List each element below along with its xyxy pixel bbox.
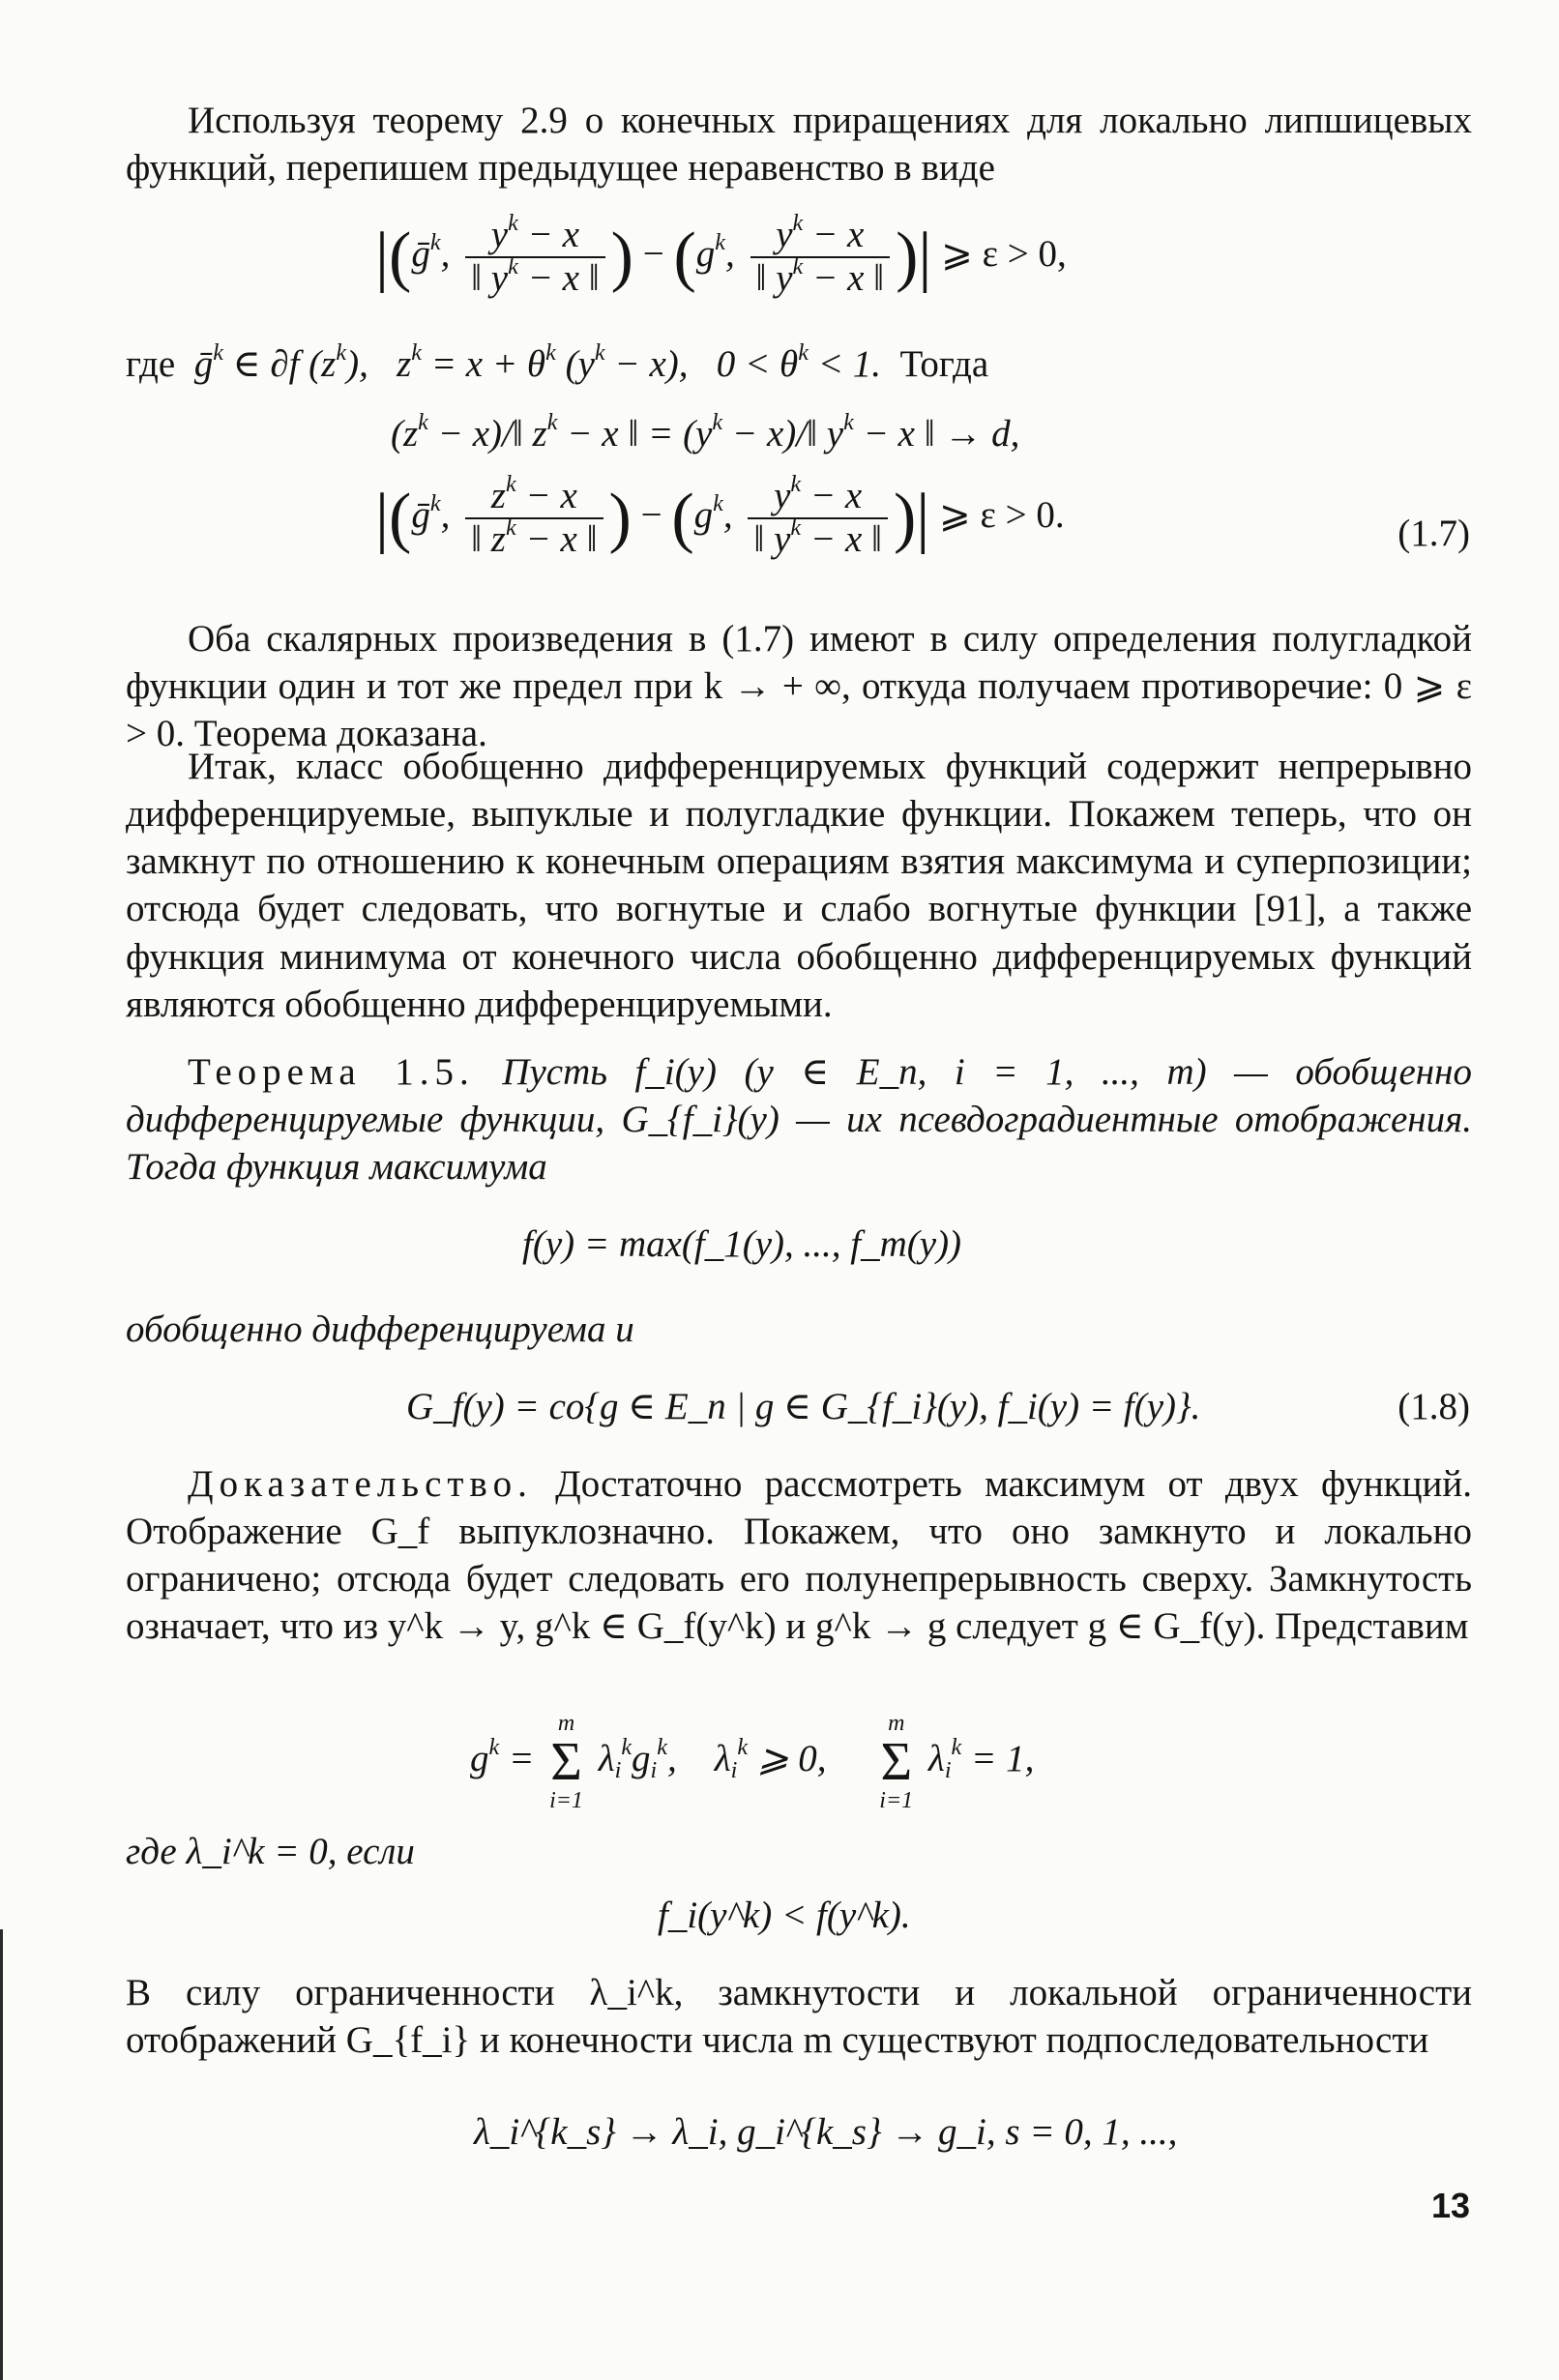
paragraph-contradiction: Оба скалярных произведения в (1.7) имеют в силу определения полугладкой функции один и тот же предел при k → + ∞, откуда получаем противоречие: 0 ⩾ ε > 0. Теорема доказана. xyxy=(126,618,1472,755)
equation-number-1-7: (1.7) xyxy=(1397,513,1470,554)
proof-lead: Достаточно рассмотреть максимум от двух функций. xyxy=(555,1463,1472,1505)
formula-condition: f_i(y^k) < f(y^k). xyxy=(658,1895,911,1936)
proof-label: Доказательство. xyxy=(188,1463,533,1505)
formula-decomposition: $g^k$ = m Σ i=1 $\lambda_i^kg_i^k$, $\lambda_i^k$ ⩾ 0, m Σ i=1 $\lambda_i^k = 1$, xyxy=(470,1711,1035,1813)
proof-paragraph xyxy=(126,1460,1472,1651)
formula-max-definition: f(y) = max(f_1(y), ..., f_m(y)) xyxy=(522,1223,962,1265)
paragraph-subsequences: В силу ограниченности λ_i^k, замкнутости и локальной ограниченности отображений G_{f_i} и конечности числа m существуют подпоследовательности xyxy=(126,1972,1472,2062)
formula-inequality-1: |(ḡ$^k$, $\frac{y^k - x}{‖ y^k - x ‖}$ ) − ($g^k$, $\frac{y^k - x}{‖ y^k - x ‖}$ )| ⩾ ε > 0, xyxy=(375,210,1067,299)
scan-edge-shadow xyxy=(0,1929,3,2380)
formula-subsequences: λ_i^{k_s} → λ_i, g_i^{k_s} → g_i, s = 0, 1, ..., xyxy=(474,2111,1178,2153)
proof-body: Отображение G_f выпуклозначно. Покажем, что оно замкнуто и локально ограничено; отсюда будет следовать его полунепрерывность сверху. Замкнутость означает, что из y^k → y, g^k ∈ G_f(y^k) и g^k → g следует g ∈ G_f(y). Представим xyxy=(126,1511,1472,1648)
equation-number-1-8: (1.8) xyxy=(1397,1386,1470,1427)
word-then: Тогда xyxy=(899,343,989,385)
formula-pseudogradient: G_f(y) = co{g ∈ E_n | g ∈ G_{f_i}(y), f_i(y) = f(y)}. xyxy=(406,1386,1201,1427)
page-number: 13 xyxy=(1430,2186,1470,2225)
where-if-line: где λ_i^k = 0, если xyxy=(126,1831,415,1872)
theorem-label: Теорема 1.5. xyxy=(188,1051,475,1093)
formula-limit-line: ($z^k$ − x)/‖ $z^k - x$ ‖ = ($y^k$ − x)/‖ $y^k - x$ ‖ → d, xyxy=(391,409,1020,455)
theorem-text: Пусть f_i(y) (y ∈ E_n, i = 1, ..., m) — обобщенно дифференцируемые функции, G_{f_i}(y) — их псевдоградиентные отображения. Тогда функция максимума xyxy=(126,1051,1472,1189)
paragraph-intro: Используя теорему 2.9 о конечных приращениях для локально липшицевых функций, перепишем предыдущее неравенство в виде xyxy=(126,100,1472,190)
formula-where-line: где ḡ$^k$ ∈ ∂f $(z^k)$, $z^k = x + \theta^k$ $(y^k - x)$, $0 < \theta^k < 1$. Тогда xyxy=(126,339,989,385)
word-where: где xyxy=(126,343,176,385)
paragraph-class: Итак, класс обобщенно дифференцируемых функций содержит непрерывно дифференцируемые, выпуклые и полугладкие функции. Покажем теперь, что он замкнут по отношению к конечным операциям взятия максимума и суперпозиции; отсюда будет следовать, что вогнутые и слабо вогнутые функции [91], а также функция минимума от конечного числа обобщенно дифференцируемых функций являются обобщенно дифференцируемыми. xyxy=(126,746,1472,1025)
theorem-conclusion: обобщенно дифференцируема и xyxy=(126,1308,634,1350)
theorem-1-5 xyxy=(126,1048,1472,1190)
formula-inequality-1-7: |(ḡ$^k$, $\frac{z^k - x}{‖ z^k - x ‖}$ ) − ($g^k$, $\frac{y^k - x}{‖ y^k - x ‖}$ )| ⩾ ε > 0. xyxy=(375,471,1065,560)
